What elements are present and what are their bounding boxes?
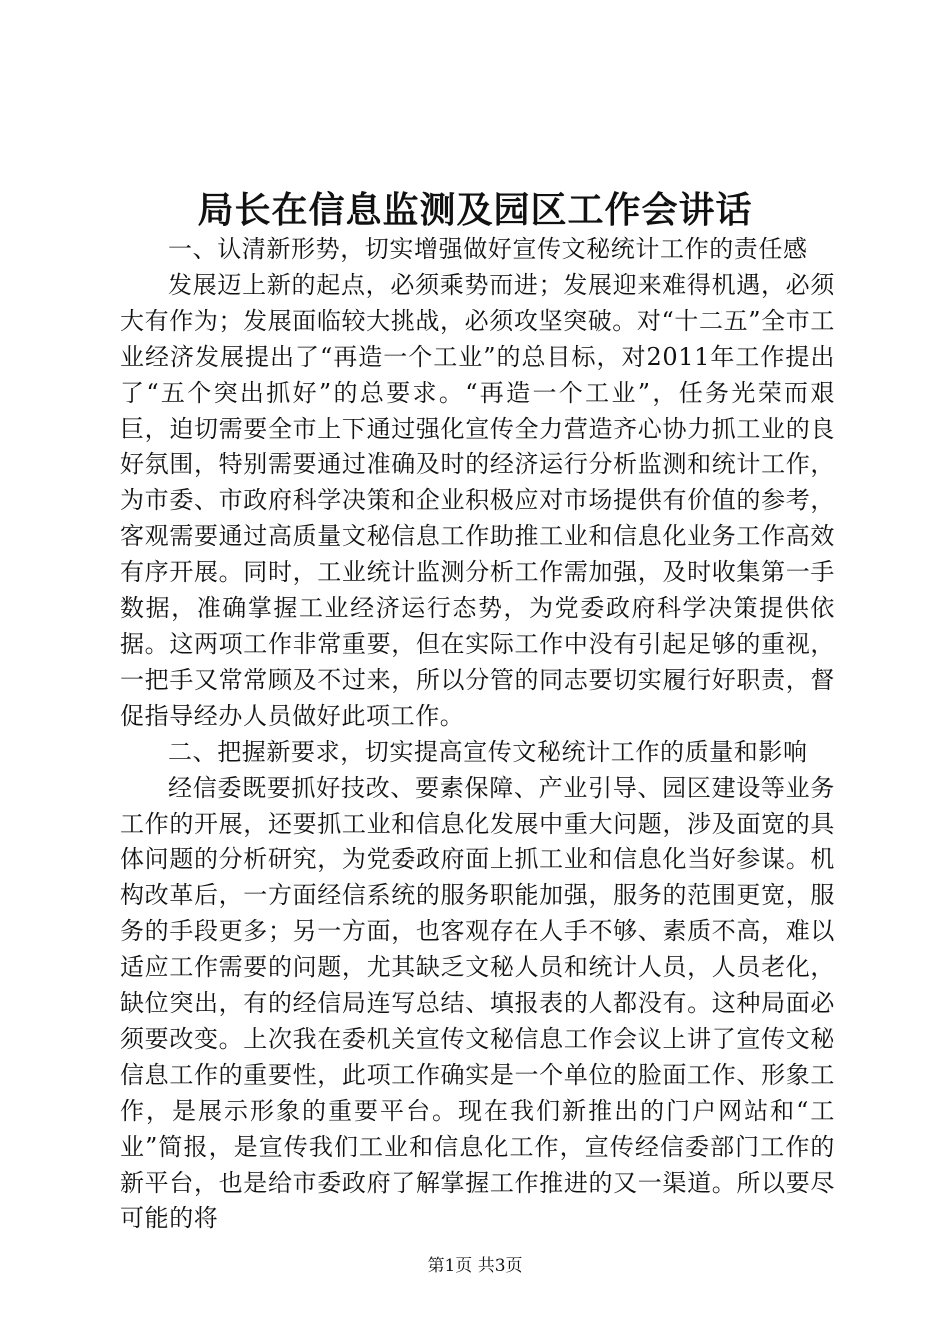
section-heading-2: 二、把握新要求，切实提高宣传文秘统计工作的质量和影响: [168, 737, 808, 766]
body-paragraph-1: 发展迈上新的起点，必须乘势而进；发展迎来难得机遇，必须大有作为；发展面临较大挑战，必须攻坚突破。对“十二五”全市工业经济发展提出了“再造一个工业”的总目标，对2011年工作提出了“五个突出抓好”的总要求。“再造一个工业”，任务光荣而艰巨，迫切需要全市上下通过强化宣传全力营造齐心协力抓工业的良好氛围，特别需要通过准确及时的经济运行分析监测和统计工作，为市委、市政府科学决策和企业积极应对市场提供有价值的参考，客观需要通过高质量文秘信息工作助推工业和信息化业务工作高效有序开展。同时，工业统计监测分析工作需加强，及时收集第一手数据，准确掌握工业经济运行态势，为党委政府科学决策提供依据。这两项工作非常重要，但在实际工作中没有引起足够的重视，一把手又常常顾及不过来，所以分管的同志要切实履行好职责，督促指导经办人员做好此项工作。: [120, 270, 835, 730]
body-paragraph-2: 经信委既要抓好技改、要素保障、产业引导、园区建设等业务工作的开展，还要抓工业和信息化发展中重大问题，涉及面宽的具体问题的分析研究，为党委政府面上抓工业和信息化当好参谋。机构改革后，一方面经信系统的服务职能加强，服务的范围更宽，服务的手段更多；另一方面，也客观存在人手不够、素质不高，难以适应工作需要的问题，尤其缺乏文秘人员和统计人员，人员老化，缺位突出，有的经信局连写总结、填报表的人都没有。这种局面必须要改变。上次我在委机关宣传文秘信息工作会议上讲了宣传文秘信息工作的重要性，此项工作确实是一个单位的脸面工作、形象工作，是展示形象的重要平台。现在我们新推出的门户网站和“工业”简报，是宣传我们工业和信息化工作，宣传经信委部门工作的新平台，也是给市委政府了解掌握工作推进的又一渠道。所以要尽可能的将: [120, 773, 835, 1233]
document-body: [120, 232, 835, 1237]
document-title: 局长在信息监测及园区工作会讲话: [197, 189, 753, 231]
page-number-footer: 第1页 共3页: [427, 1256, 523, 1276]
section-heading-1: 一、认清新形势，切实增强做好宣传文秘统计工作的责任感: [168, 235, 808, 263]
